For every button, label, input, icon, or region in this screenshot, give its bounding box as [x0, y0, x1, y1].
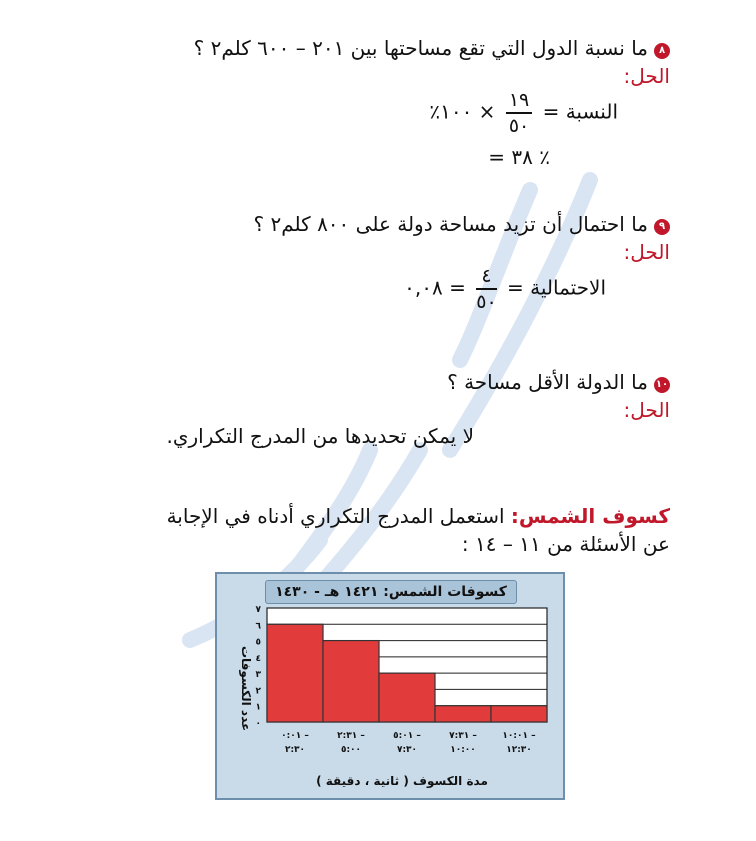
histogram-bar [491, 706, 547, 722]
fraction [476, 264, 496, 314]
y-tick-label: ٣ [255, 670, 261, 681]
histogram-chart [215, 572, 565, 800]
y-axis-label: عدد الكسوفات [239, 646, 253, 732]
x-tick-label: ٢:٣١ – [337, 731, 365, 741]
solution-label: الحل: [623, 398, 670, 422]
x-tick-label: ٢:٣٠ [284, 745, 306, 755]
histogram-bar [435, 706, 491, 722]
section-text: استعمل المدرج التكراري أدناه في الإجابة [166, 504, 505, 528]
x-tick-label: ٠:٠١ – [281, 731, 309, 741]
x-tick-label: ٧:٣٠ [396, 745, 418, 755]
question-number-badge: ٨ [654, 43, 670, 59]
ratio-tail: × ١٠٠٪ [429, 99, 496, 124]
histogram-bar [323, 641, 379, 722]
x-tick-label: ٧:٣١ – [449, 731, 477, 741]
fraction-denominator: ٥٠ [476, 291, 497, 313]
ratio-label: النسبة = [542, 99, 618, 124]
y-tick-label: ٢ [255, 686, 261, 697]
y-tick-label: ٥ [255, 637, 261, 648]
question-9 [254, 212, 670, 236]
x-tick-label: ٥:٠٠ [340, 745, 362, 755]
y-tick-label: ٦ [255, 621, 261, 632]
y-tick-label: ٠ [255, 719, 261, 729]
probability-equation [404, 264, 606, 314]
answer-text: لا يمكن تحديدها من المدرج التكراري. [166, 424, 474, 448]
probability-label: الاحتمالية = [507, 275, 606, 300]
section-text-line2: عن الأسئلة من ١١ – ١٤ : [461, 532, 670, 556]
chart-plot [217, 574, 563, 798]
solution-label: الحل: [623, 240, 670, 264]
histogram-bar [267, 624, 323, 722]
fraction-denominator: ٥٠ [508, 115, 530, 137]
question-number-badge: ١٠ [654, 377, 670, 393]
question-8 [194, 36, 670, 60]
question-text: ما الدولة الأقل مساحة ؟ [447, 370, 648, 394]
section-title: كسوف الشمس: [510, 504, 670, 528]
question-text: ما احتمال أن تزيد مساحة دولة على ٨٠٠ كلم٢ ؟ [253, 212, 648, 236]
histogram-bar [379, 673, 435, 722]
question-text: ما نسبة الدول التي تقع مساحتها بين ٢٠١ – ٦٠٠ كلم٢ ؟ [193, 36, 648, 60]
x-tick-label: ٥:٠١ – [393, 731, 421, 741]
ratio-result: = ٣٨ ٪ [488, 145, 550, 169]
question-10 [447, 370, 670, 394]
y-tick-label: ١ [255, 702, 261, 713]
probability-result: = ٠,٠٨ [404, 275, 466, 300]
x-tick-label: ١٠:٠٠ [450, 745, 476, 755]
fraction-numerator: ٤ [476, 264, 496, 290]
solution-label: الحل: [623, 64, 670, 88]
ratio-equation [429, 88, 618, 138]
section-intro [167, 504, 670, 528]
x-axis-label: مدة الكسوف ( ثانية ، دقيقة ) [316, 774, 488, 788]
question-number-badge: ٩ [654, 219, 670, 235]
y-tick-label: ٧ [255, 605, 261, 615]
x-tick-label: ١٠:٠١ – [502, 731, 536, 741]
chart-title: كسوفات الشمس: ١٤٢١ هـ - ١٤٣٠ [265, 580, 517, 604]
fraction [506, 88, 532, 138]
fraction-numerator: ١٩ [506, 88, 532, 114]
x-tick-label: ١٢:٣٠ [506, 745, 532, 755]
y-tick-label: ٤ [255, 653, 261, 664]
